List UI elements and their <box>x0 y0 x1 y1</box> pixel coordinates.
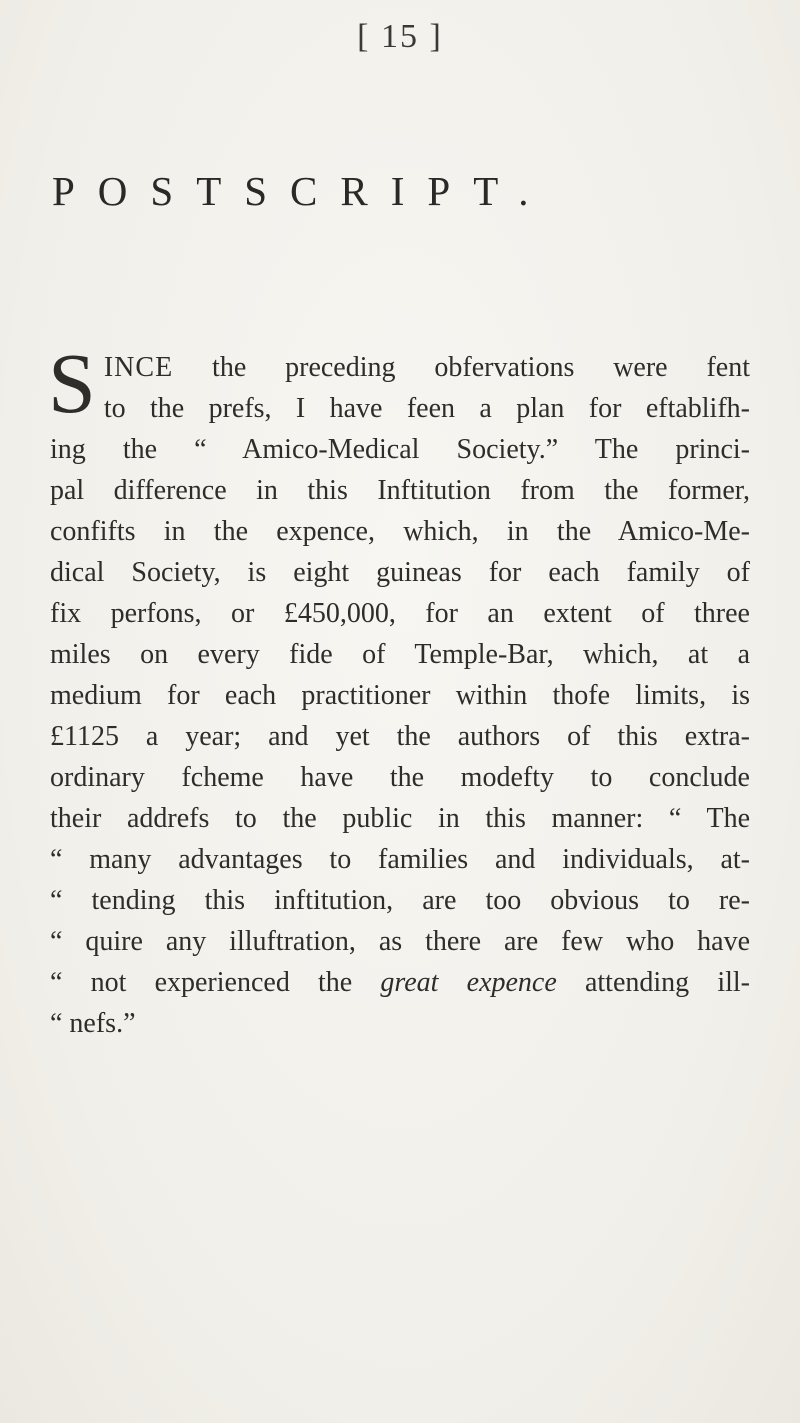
body-paragraph <box>48 335 751 1044</box>
text-line: “ many advantages to families and individuals, at- <box>50 844 750 875</box>
line1-rest: the preceding obfervations were fent <box>212 352 751 383</box>
drop-cap: S <box>48 335 96 431</box>
text-line-last: “ nefs.” <box>50 1008 136 1039</box>
text-line: medium for each practitioner within thofe limits, is <box>50 680 750 711</box>
penultimate-part-a: “ not experienced the <box>50 967 381 998</box>
text-line: “ quire any illuftration, as there are few who have <box>50 926 750 957</box>
text-line: £1125 a year; and yet the authors of this extra- <box>50 721 750 752</box>
first-word-rest: INCE <box>103 352 174 383</box>
text-line: ordinary fcheme have the modefty to conclude <box>50 762 750 793</box>
italic-phrase: great expence <box>380 967 557 998</box>
penultimate-part-b: attending ill- <box>556 967 751 998</box>
page-number: [ 15 ] <box>357 18 443 55</box>
text-line: “ tending this inftitution, are too obvious to re- <box>50 885 750 916</box>
text-line: pal difference in this Inftitution from the former, <box>50 475 750 506</box>
text-line: ing the “ Amico-Medical Society.” The princi- <box>50 434 750 465</box>
text-line-1 <box>50 347 750 388</box>
section-title: POSTSCRIPT. <box>52 168 552 214</box>
text-line: fix perfons, or £450,000, for an extent of three <box>50 598 750 629</box>
text-line-2: to the prefs, I have feen a plan for eftablifh- <box>103 393 750 424</box>
text-line: their addrefs to the public in this manner: “ The <box>50 803 750 834</box>
opening-lines <box>48 335 751 431</box>
text-line: dical Society, is eight guineas for each family of <box>50 557 750 588</box>
text-line: confifts in the expence, which, in the Amico-Me- <box>50 516 750 547</box>
text-line-penultimate <box>50 962 750 1003</box>
text-line: miles on every fide of Temple-Bar, which, at a <box>50 639 750 670</box>
